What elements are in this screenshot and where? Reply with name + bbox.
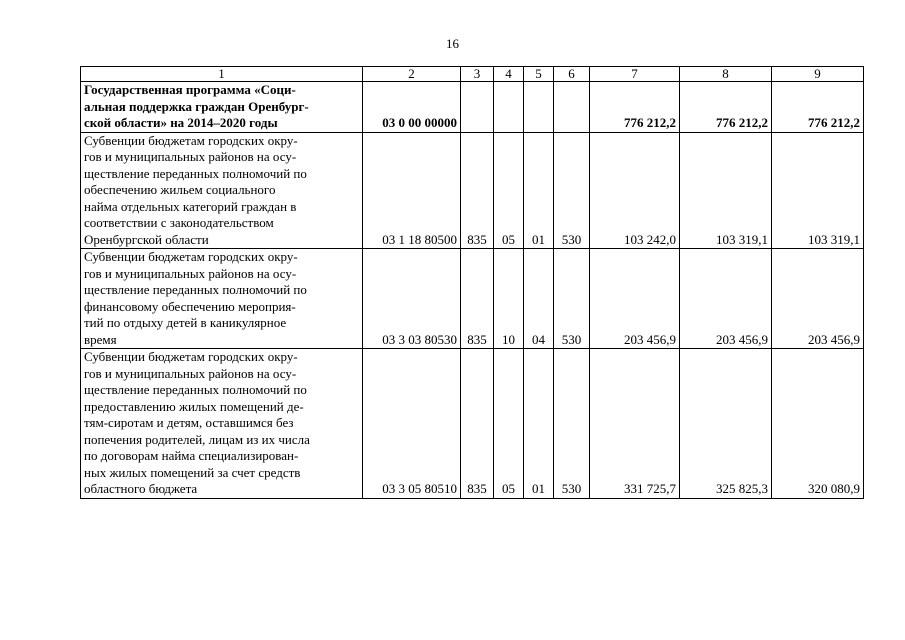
header-row bbox=[81, 67, 864, 82]
table-row bbox=[81, 82, 864, 133]
column-header: 7 bbox=[590, 67, 680, 82]
expense-type-code: 530 bbox=[554, 132, 590, 249]
expense-type-code bbox=[554, 82, 590, 133]
page-number: 16 bbox=[446, 36, 459, 51]
ministry-code: 835 bbox=[461, 132, 494, 249]
column-header: 3 bbox=[461, 67, 494, 82]
amount-col-8: 325 825,3 bbox=[680, 349, 772, 499]
section-code bbox=[494, 82, 524, 133]
column-header: 8 bbox=[680, 67, 772, 82]
ministry-code: 835 bbox=[461, 249, 494, 349]
expense-type-code: 530 bbox=[554, 249, 590, 349]
section-code: 05 bbox=[494, 132, 524, 249]
amount-col-8: 103 319,1 bbox=[680, 132, 772, 249]
amount-col-7: 331 725,7 bbox=[590, 349, 680, 499]
row-name: Субвенции бюджетам городских окру- гов и муниципальных районов на осу- ществление переданных полномочий по предоставлению жилых помещений де- тям-сиротам и детям, оставшимся без попечения родителей, лицам из их числа по договорам найма специализирован- ных жилых помещений за счет средств областного бюджета bbox=[81, 349, 363, 499]
row-name: Государственная программа «Соци- альная поддержка граждан Оренбург- ской области» на 2014–2020 годы bbox=[81, 82, 363, 133]
amount-col-9: 776 212,2 bbox=[772, 82, 864, 133]
subsection-code: 01 bbox=[524, 132, 554, 249]
column-header: 1 bbox=[81, 67, 363, 82]
amount-col-9: 320 080,9 bbox=[772, 349, 864, 499]
column-header: 6 bbox=[554, 67, 590, 82]
budget-code: 03 1 18 80500 bbox=[363, 132, 461, 249]
amount-col-7: 103 242,0 bbox=[590, 132, 680, 249]
subsection-code: 04 bbox=[524, 249, 554, 349]
section-code: 05 bbox=[494, 349, 524, 499]
budget-table bbox=[80, 66, 864, 499]
budget-code: 03 3 03 80530 bbox=[363, 249, 461, 349]
table-row bbox=[81, 349, 864, 499]
subsection-code bbox=[524, 82, 554, 133]
ministry-code: 835 bbox=[461, 349, 494, 499]
amount-col-9: 103 319,1 bbox=[772, 132, 864, 249]
row-name: Субвенции бюджетам городских окру- гов и муниципальных районов на осу- ществление переданных полномочий по обеспечению жильем социального найма отдельных категорий граждан в соответствии с законодательством Оренбургской области bbox=[81, 132, 363, 249]
table-row bbox=[81, 132, 864, 249]
column-header: 5 bbox=[524, 67, 554, 82]
budget-code: 03 3 05 80510 bbox=[363, 349, 461, 499]
amount-col-8: 776 212,2 bbox=[680, 82, 772, 133]
section-code: 10 bbox=[494, 249, 524, 349]
expense-type-code: 530 bbox=[554, 349, 590, 499]
budget-code: 03 0 00 00000 bbox=[363, 82, 461, 133]
amount-col-8: 203 456,9 bbox=[680, 249, 772, 349]
table-row bbox=[81, 249, 864, 349]
amount-col-7: 203 456,9 bbox=[590, 249, 680, 349]
ministry-code bbox=[461, 82, 494, 133]
column-header: 4 bbox=[494, 67, 524, 82]
row-name: Субвенции бюджетам городских окру- гов и муниципальных районов на осу- ществление переданных полномочий по финансовому обеспечению мероприя- тий по отдыху детей в каникулярное время bbox=[81, 249, 363, 349]
subsection-code: 01 bbox=[524, 349, 554, 499]
amount-col-9: 203 456,9 bbox=[772, 249, 864, 349]
column-header: 9 bbox=[772, 67, 864, 82]
column-header: 2 bbox=[363, 67, 461, 82]
amount-col-7: 776 212,2 bbox=[590, 82, 680, 133]
